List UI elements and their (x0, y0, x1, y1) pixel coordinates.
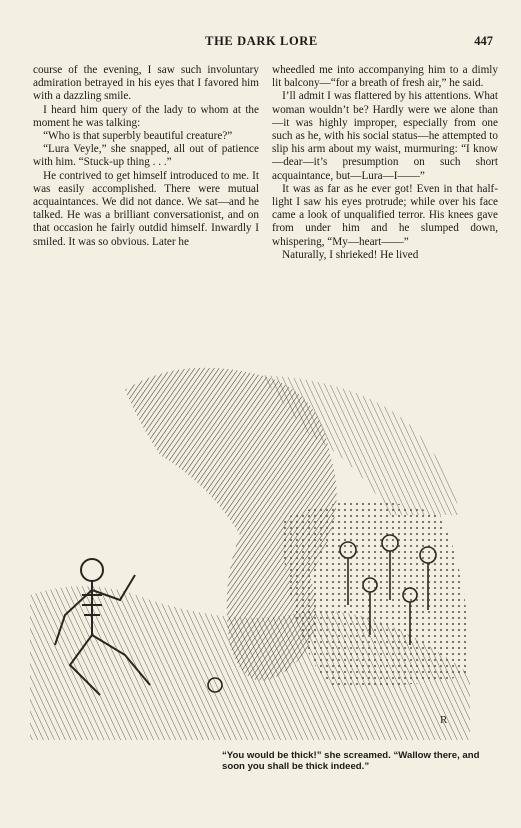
paragraph: wheedled me into accompanying him to a dimly lit balcony—“for a breath of fresh air,” he said. (272, 64, 498, 90)
text-column-left (33, 64, 259, 249)
paragraph: “Lura Veyle,” she snapped, all out of patience with him. “Stuck-up thing . . .” (33, 143, 259, 169)
paragraph: course of the evening, I saw such involuntary admiration betrayed in his eyes that I favored him with a dazzling smile. (33, 64, 259, 103)
page-header (30, 34, 493, 52)
text-column-right (272, 64, 498, 262)
paragraph: It was as far as he ever got! Even in that half-light I saw his eyes protrude; while over his face came a look of unqualified terror. His knees gave from under him and he slumped down, whispering, “My—heart——” (272, 182, 498, 248)
running-head: THE DARK LORE (205, 34, 318, 48)
page-number: 447 (474, 34, 493, 48)
paragraph: He contrived to get himself introduced to me. It was easily accomplished. There were mutual acquaintances. We did not dance. We sat—and he talked. He was a brilliant conversationist, and on that occasion he fairly outdid himself. Inwardly I smiled. It was so obvious. Later he (33, 169, 259, 248)
artist-monogram: R (440, 714, 448, 726)
illustration-drawing (30, 345, 492, 745)
paragraph: Naturally, I shrieked! He lived (282, 248, 419, 261)
paragraph: I heard him query of the lady to whom at the moment he was talking: (33, 103, 259, 129)
paragraph: I’ll admit I was flattered by his attentions. What woman wouldn’t be? Hardly were we alone than—it was highly improper, especially from one such as he, with his social status—he attempted to slip his arm about my waist, murmuring: “I know—dear—it’s presumption on such short acquaintance, but—Lura—I——” (272, 90, 498, 182)
paragraph: “Who is that superbly beautiful creature?” (43, 130, 233, 143)
illustration-caption: “You would be thick!” she screamed. “Wallow there, and soon you shall be thick indeed.” (222, 750, 480, 773)
illustration (30, 345, 492, 745)
